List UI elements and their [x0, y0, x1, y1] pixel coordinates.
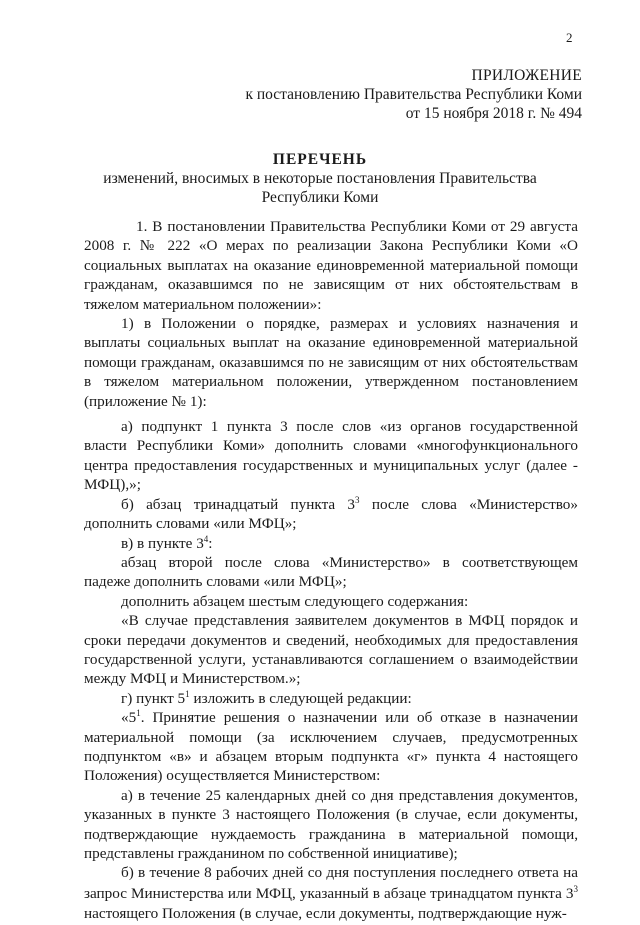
- paragraph-12-superscript: 3: [573, 883, 578, 894]
- heading-line-2: Республики Коми: [261, 189, 379, 206]
- paragraph-3: а) подпункт 1 пункта 3 после слов «из органов государственной власти Республики Коми» дополнить словами «многофункционального центра предоставления государственных и муниципальных услуг (далее - МФЦ),»;: [84, 418, 578, 494]
- paragraph-12: [84, 863, 578, 925]
- paragraph-4-text-b: после слова «Министерство» дополнить словами «или МФЦ»;: [84, 495, 578, 533]
- paragraph-10: [84, 708, 578, 786]
- paragraph-9-superscript: 1: [185, 688, 190, 699]
- paragraph-8: «В случае представления заявителем документов в МФЦ порядок и сроки передачи документов и сведений, необходимых для предоставления государственной услуги, устанавливаются соглашением о взаимодействии между МФЦ и Министерством.»;: [84, 612, 578, 688]
- paragraph-5-superscript: 4: [203, 533, 209, 544]
- paragraph-10-text-b: . Принятие решения о назначении или об отказе в назначении материальной помощи (за исключением случаев, предусмотренных подпунктом «в» и абзацем вторым подпункта «г» пункта 4 настоящего Положения) осуществляется Министерством:: [84, 709, 578, 785]
- paragraph-4-superscript: 3: [355, 494, 360, 505]
- heading-line-1: изменений, вносимых в некоторые постановления Правительства: [103, 170, 537, 187]
- paragraph-9-text-a: г) пункт 5: [121, 689, 186, 707]
- appendix-title: ПРИЛОЖЕНИЕ: [471, 67, 582, 84]
- paragraph-10-text-a: «5: [121, 709, 137, 727]
- paragraph-5-text-b: :: [208, 534, 213, 552]
- paragraph-2: 1) в Положении о порядке, размерах и условиях назначения и выплаты социальных выплат на оказание единовременной материальной помощи гражданам, оказавшимся по не зависящим от них обстоятельствам в тяжелом материальном положении, утвержденном постановлением (приложение № 1):: [84, 315, 578, 410]
- paragraph-12-text-b: настоящего Положения (в случае, если документы, подтверждающие нуж-: [84, 905, 567, 923]
- paragraph-4: [84, 495, 578, 534]
- paragraph-11: а) в течение 25 календарных дней со дня представления документов, указанных в пункте 3 настоящего Положения (в случае, если документы, подтверждающие нуждаемость гражданина в материальной помощи, представлены гражданином по собственной инициативе);: [84, 786, 578, 862]
- heading-title: ПЕРЕЧЕНЬ: [272, 151, 368, 168]
- appendix-line-2: от 15 ноября 2018 г. № 494: [405, 105, 582, 122]
- paragraph-4-text-a: б) абзац тринадцатый пункта 3: [121, 495, 356, 513]
- paragraph-9: [84, 689, 578, 708]
- paragraph-7: дополнить абзацем шестым следующего содержания:: [121, 592, 469, 610]
- appendix-line-1: к постановлению Правительства Республики Коми: [245, 86, 582, 103]
- appendix-block: [245, 66, 582, 123]
- document-body: [84, 217, 578, 925]
- paragraph-5-text-a: в) в пункте 3: [121, 534, 204, 552]
- paragraph-9-text-b: изложить в следующей редакции:: [189, 689, 412, 707]
- paragraph-1: 1. В постановлении Правительства Республики Коми от 29 августа 2008 г. № 222 «О мерах по реализации Закона Республики Коми «О социальных выплатах на оказание единовременной материальной помощи гражданам, оказавшимся по не зависящим от них обстоятельствам в тяжелом материальном положении»:: [84, 218, 578, 313]
- paragraph-5: [84, 534, 578, 553]
- page-number: 2: [566, 30, 573, 45]
- paragraph-10-superscript: 1: [136, 708, 141, 719]
- paragraph-12-text-a: б) в течение 8 рабочих дней со дня поступления последнего ответа на запрос Министерства или МФЦ, указанный в абзаце тринадцатом пункта 3: [84, 864, 578, 902]
- paragraph-6: абзац второй после слова «Министерство» в соответствующем падеже дополнить словами «или МФЦ»;: [84, 553, 578, 591]
- document-heading: [0, 150, 640, 207]
